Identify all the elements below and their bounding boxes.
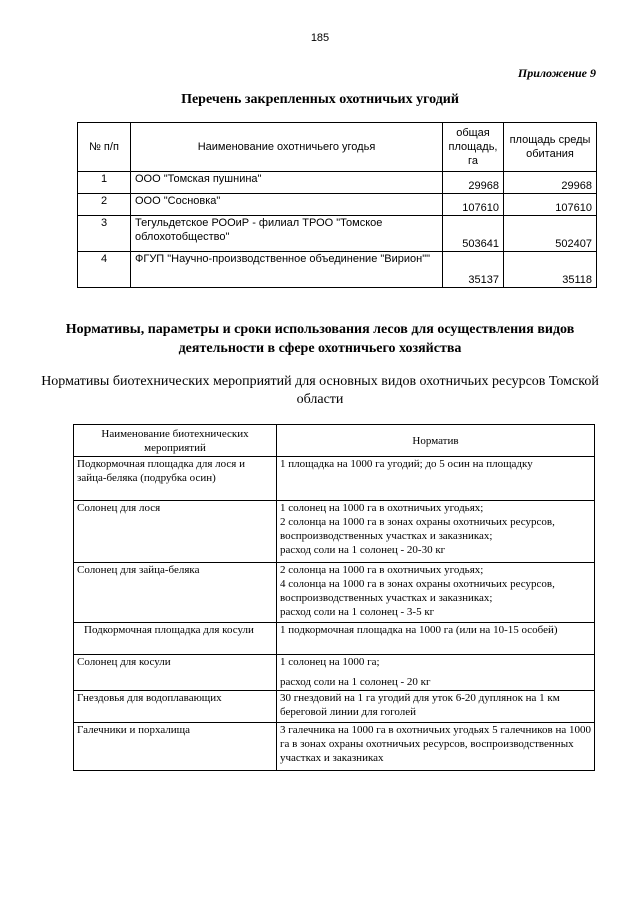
measure-name: Подкормочная площадка для косули [74, 623, 277, 655]
table-row [74, 655, 595, 691]
norm-line: расход соли на 1 солонец - 20-30 кг [280, 544, 446, 556]
norm-line: 1 солонец на 1000 га в охотничьих угодьях; [280, 502, 484, 514]
row-total: 29968 [443, 172, 504, 194]
measure-norm [277, 501, 595, 563]
row-name: ООО "Томская пушнина" [131, 172, 443, 194]
table-row [78, 216, 597, 252]
measure-norm [277, 563, 595, 623]
table-row [74, 563, 595, 623]
measure-norm [277, 691, 595, 723]
measure-name: Солонец для косули [74, 655, 277, 691]
norm-line: 1 солонец на 1000 га; [280, 656, 380, 668]
measure-norm [277, 457, 595, 501]
norm-line: 2 солонца на 1000 га в зонах охраны охотничьих ресурсов, воспроизводственных участках и заказниках; [280, 516, 555, 542]
norm-line: 4 солонца на 1000 га в зонах охраны охотничьих ресурсов, воспроизводственных участках и заказниках; [280, 578, 555, 604]
col-habitat-area-header: площадь среды обитания [504, 123, 597, 172]
norm-line: 30 гнездовий на 1 га угодий для уток 6-20 дуплянок на 1 км береговой линии для гоголей [280, 692, 560, 718]
row-total: 107610 [443, 194, 504, 216]
row-name: ООО "Сосновка" [131, 194, 443, 216]
row-num: 3 [78, 216, 131, 252]
row-habitat: 29968 [504, 172, 597, 194]
norms-title: Нормативы, параметры и сроки использования лесов для осуществления видов деятельности в сфере охотничьего хозяйства [65, 322, 575, 356]
table-row [78, 252, 597, 288]
row-name: Тегульдетское РООиР - филиал ТРОО "Томское облохотобщество" [131, 216, 443, 252]
row-num: 4 [78, 252, 131, 288]
table-row [74, 501, 595, 563]
measure-name: Подкормочная площадка для лося и зайца-беляка (подрубка осин) [74, 457, 277, 501]
row-total: 503641 [443, 216, 504, 252]
appendix-label: Приложение 9 [517, 66, 596, 80]
row-habitat: 502407 [504, 216, 597, 252]
col-num-header: № п/п [78, 123, 131, 172]
row-habitat: 35118 [504, 252, 597, 288]
table-row [74, 723, 595, 771]
measure-name: Солонец для лося [74, 501, 277, 563]
row-habitat: 107610 [504, 194, 597, 216]
table-row [78, 172, 597, 194]
norm-line: 2 солонца на 1000 га в охотничьих угодьях; [280, 564, 484, 576]
page-number: 185 [310, 32, 330, 44]
col-total-area-header: общая площадь, га [443, 123, 504, 172]
measure-name: Солонец для зайца-беляка [74, 563, 277, 623]
measure-norm [277, 655, 595, 691]
measure-norm [277, 723, 595, 771]
norm-line: расход соли на 1 солонец - 20 кг [280, 676, 431, 688]
row-total: 35137 [443, 252, 504, 288]
row-name: ФГУП "Научно-производственное объединение "Вирион"" [131, 252, 443, 288]
norms-subtitle: Нормативы биотехнических мероприятий для основных видов охотничьих ресурсов Томской области [41, 374, 599, 407]
norm-line: 1 площадка на 1000 га угодий; до 5 осин на площадку [280, 458, 533, 470]
hunting-list-title: Перечень закрепленных охотничьих угодий [181, 92, 459, 107]
col-measure-header: Наименование биотехнических мероприятий [74, 425, 277, 457]
measure-name: Гнездовья для водоплавающих [74, 691, 277, 723]
col-norm-header: Норматив [277, 425, 595, 457]
norm-line: 3 галечника на 1000 га в охотничьих угодьях 5 галечников на 1000 га в зонах охраны охотничьих ресурсов, воспроизводственных участках и заказниках [280, 724, 591, 764]
table-row [74, 691, 595, 723]
row-num: 1 [78, 172, 131, 194]
hunting-grounds-table [77, 122, 597, 288]
table-row [74, 623, 595, 655]
row-num: 2 [78, 194, 131, 216]
measure-name: Галечники и порхалища [74, 723, 277, 771]
norm-line: 1 подкормочная площадка на 1000 га (или на 10-15 особей) [280, 624, 558, 636]
biotech-norms-table [73, 424, 595, 771]
table-row [78, 194, 597, 216]
col-name-header: Наименование охотничьего угодья [131, 123, 443, 172]
table-row [74, 457, 595, 501]
measure-norm [277, 623, 595, 655]
norm-line: расход соли на 1 солонец - 3-5 кг [280, 606, 435, 618]
